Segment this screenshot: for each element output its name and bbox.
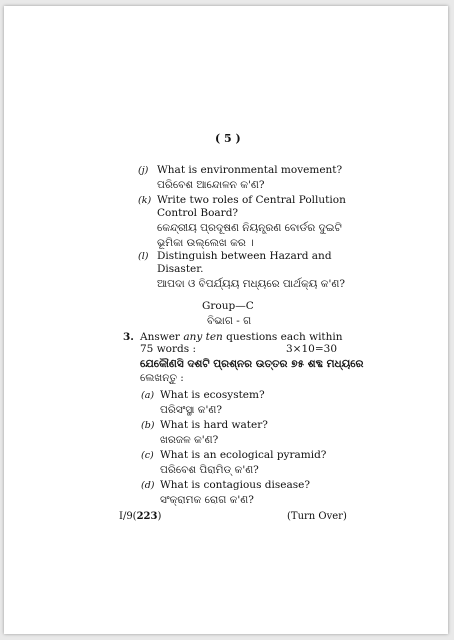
instruction-part-2: questions each within — [226, 331, 343, 343]
question-c-odia: ପରିବେଶ ପିରାମିଡ୍ କ'ଣ? — [160, 464, 259, 476]
question-k-english-line1: Write two roles of Central Pollution — [157, 194, 346, 206]
question-k-english-line2: Control Board? — [157, 207, 239, 219]
question-a-odia: ପରିସଂସ୍ଥା କ'ଣ? — [160, 404, 222, 416]
instruction-part-1: Answer — [140, 331, 180, 343]
turn-over-label: (Turn Over) — [287, 511, 347, 522]
question-a-english: What is ecosystem? — [160, 389, 265, 401]
question-3-instruction — [140, 331, 343, 343]
question-label-k: (k) — [138, 195, 152, 206]
question-label-j: (j) — [138, 165, 149, 176]
question-j-english: What is environmental movement? — [157, 164, 343, 176]
paper-code-number: 223 — [136, 511, 158, 522]
question-label-c: (c) — [141, 450, 154, 461]
question-j-odia: ପରିବେଶ ଆନ୍ଦୋଳନ କ'ଣ? — [157, 179, 265, 191]
question-b-odia: ଖରଜଳ କ'ଣ? — [160, 434, 219, 446]
group-heading-odia: ବିଭାଗ - ଗ — [207, 315, 252, 327]
paper-code-prefix: I/9( — [119, 511, 137, 522]
question-3-word-limit: 75 words : — [140, 343, 197, 355]
question-3-odia-line2: ଲେଖନ୍ତୁ : — [140, 372, 184, 384]
question-l-english-line2: Disaster. — [157, 263, 204, 275]
paper-code-suffix: ) — [157, 511, 162, 522]
question-3-odia-line1: ଯେକୌଣସି ଦଶଟି ପ୍ରଶ୍ନର ଉତ୍ତର ୭୫ ଶବ୍ଦ ମଧ୍ୟରେ — [140, 358, 364, 370]
question-k-odia-line2: ଭୂମିକା ଉଲ୍ଲେଖ କର । — [157, 237, 254, 249]
question-3-number: 3. — [123, 331, 134, 343]
group-heading-english: Group—C — [202, 300, 254, 312]
exam-page — [4, 6, 448, 634]
question-label-d: (d) — [141, 480, 155, 491]
question-c-english: What is an ecological pyramid? — [160, 449, 327, 461]
question-b-english: What is hard water? — [160, 419, 268, 431]
question-d-english: What is contagious disease? — [160, 479, 310, 491]
instruction-emphasis: any ten — [183, 331, 223, 343]
question-label-b: (b) — [141, 420, 155, 431]
question-label-l: (l) — [138, 251, 149, 262]
question-d-odia: ସଂକ୍ରାମକ ରୋଗ କ'ଣ? — [160, 494, 254, 506]
question-l-odia: ଆପଦା ଓ ବିପର୍ଯ୍ୟୟ ମଧ୍ୟରେ ପାର୍ଥକ୍ୟ କ'ଣ? — [157, 278, 345, 290]
paper-code — [119, 511, 161, 522]
question-3-marks: 3×10=30 — [286, 343, 337, 355]
question-k-odia-line1: କେନ୍ଦ୍ରୀୟ ପ୍ରଦୂଷଣ ନିୟନ୍ତ୍ରଣ ବୋର୍ଡର ଦୁଇଟି — [157, 222, 342, 234]
page-number: ( 5 ) — [215, 132, 241, 145]
question-l-english-line1: Distinguish between Hazard and — [157, 250, 332, 262]
question-label-a: (a) — [141, 390, 155, 401]
